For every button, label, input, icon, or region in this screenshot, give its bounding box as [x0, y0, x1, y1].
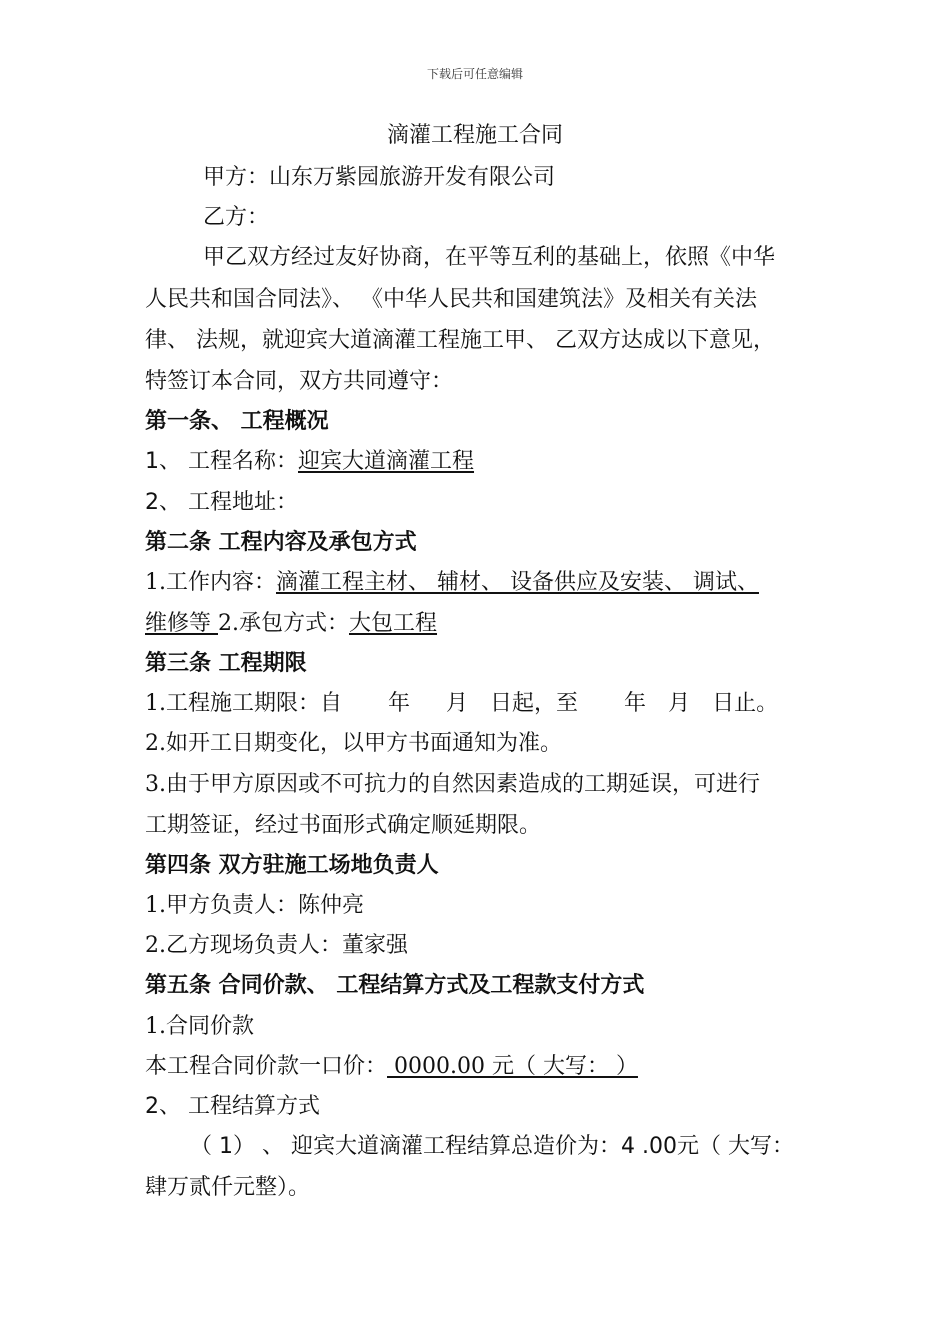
period-start-label: 1.工程施工期限：自 — [145, 691, 342, 716]
article-5-p2 — [145, 1053, 810, 1081]
period-month-1: 月 — [446, 691, 469, 716]
period-month-2: 月 — [668, 691, 691, 716]
work-content-value: 滴灌工程主材、 辅材、 设备供应及安装、 调试、 — [276, 570, 759, 595]
article-4-heading: 第四条 双方驻施工场地负责人 — [145, 853, 439, 878]
article-3-p3b: 工期签证，经过书面形式确定顺延期限。 — [145, 813, 542, 838]
period-day-1: 日起，至 — [490, 691, 579, 716]
article-5-p3: 2、 工程结算方式 — [145, 1094, 320, 1119]
period-year-2: 年 — [624, 691, 647, 716]
contract-mode-label: 2.承包方式： — [218, 611, 349, 636]
document-title: 滴灌工程施工合同 — [386, 123, 563, 148]
article-1-item-1 — [145, 448, 810, 476]
intro-line-2: 人民共和国合同法》、 《中华人民共和国建筑法》及相关有关法 — [145, 287, 757, 312]
article-1-item-2: 2、 工程地址： — [145, 490, 298, 515]
article-5-p1: 1.合同价款 — [145, 1014, 254, 1039]
article-5-heading: 第五条 合同价款、 工程结算方式及工程款支付方式 — [145, 973, 645, 998]
article-2-line-1 — [145, 569, 810, 597]
article-3-period — [145, 690, 810, 718]
article-5-p4a: （ 1） 、 迎宾大道滴灌工程结算总造价为：4 .00元（ 大写： — [190, 1134, 794, 1159]
article-4-p2: 2.乙方现场负责人：董家强 — [145, 933, 408, 958]
article-4-p1: 1.甲方负责人：陈仲亮 — [145, 893, 364, 918]
header-note: 下载后可任意编辑 — [426, 67, 523, 81]
work-content-label: 1.工作内容： — [145, 570, 276, 595]
article-3-heading: 第三条 工程期限 — [145, 651, 307, 676]
period-year-1: 年 — [388, 691, 411, 716]
article-5-p4b: 肆万贰仟元整）。 — [145, 1175, 311, 1200]
project-name-label: 1、 工程名称： — [145, 449, 298, 474]
contract-mode-value: 大包工程 — [349, 611, 438, 636]
intro-line-4: 特签订本合同，双方共同遵守： — [145, 369, 454, 394]
period-day-2: 日止。 — [712, 691, 779, 716]
intro-line-3: 律、 法规，就迎宾大道滴灌工程施工甲、 乙双方达成以下意见， — [145, 328, 775, 353]
article-1-heading: 第一条、 工程概况 — [145, 409, 329, 434]
article-3-p3a: 3.由于甲方原因或不可抗力的自然因素造成的工期延误，可进行 — [145, 772, 760, 797]
contract-price-value: 0000.00 元（ 大写： ） — [387, 1054, 638, 1079]
intro-line-1: 甲乙双方经过友好协商，在平等互利的基础上，依照《中华 — [203, 245, 776, 270]
project-name-value: 迎宾大道滴灌工程 — [298, 449, 475, 474]
contract-price-label: 本工程合同价款一口价： — [145, 1054, 388, 1079]
work-content-value-cont: 维修等 — [145, 611, 218, 636]
article-2-heading: 第二条 工程内容及承包方式 — [145, 530, 417, 555]
article-3-p2: 2.如开工日期变化，以甲方书面通知为准。 — [145, 731, 562, 756]
party-a: 甲方：山东万紫园旅游开发有限公司 — [203, 165, 556, 190]
party-b: 乙方： — [203, 205, 270, 230]
article-2-line-2 — [145, 610, 810, 638]
